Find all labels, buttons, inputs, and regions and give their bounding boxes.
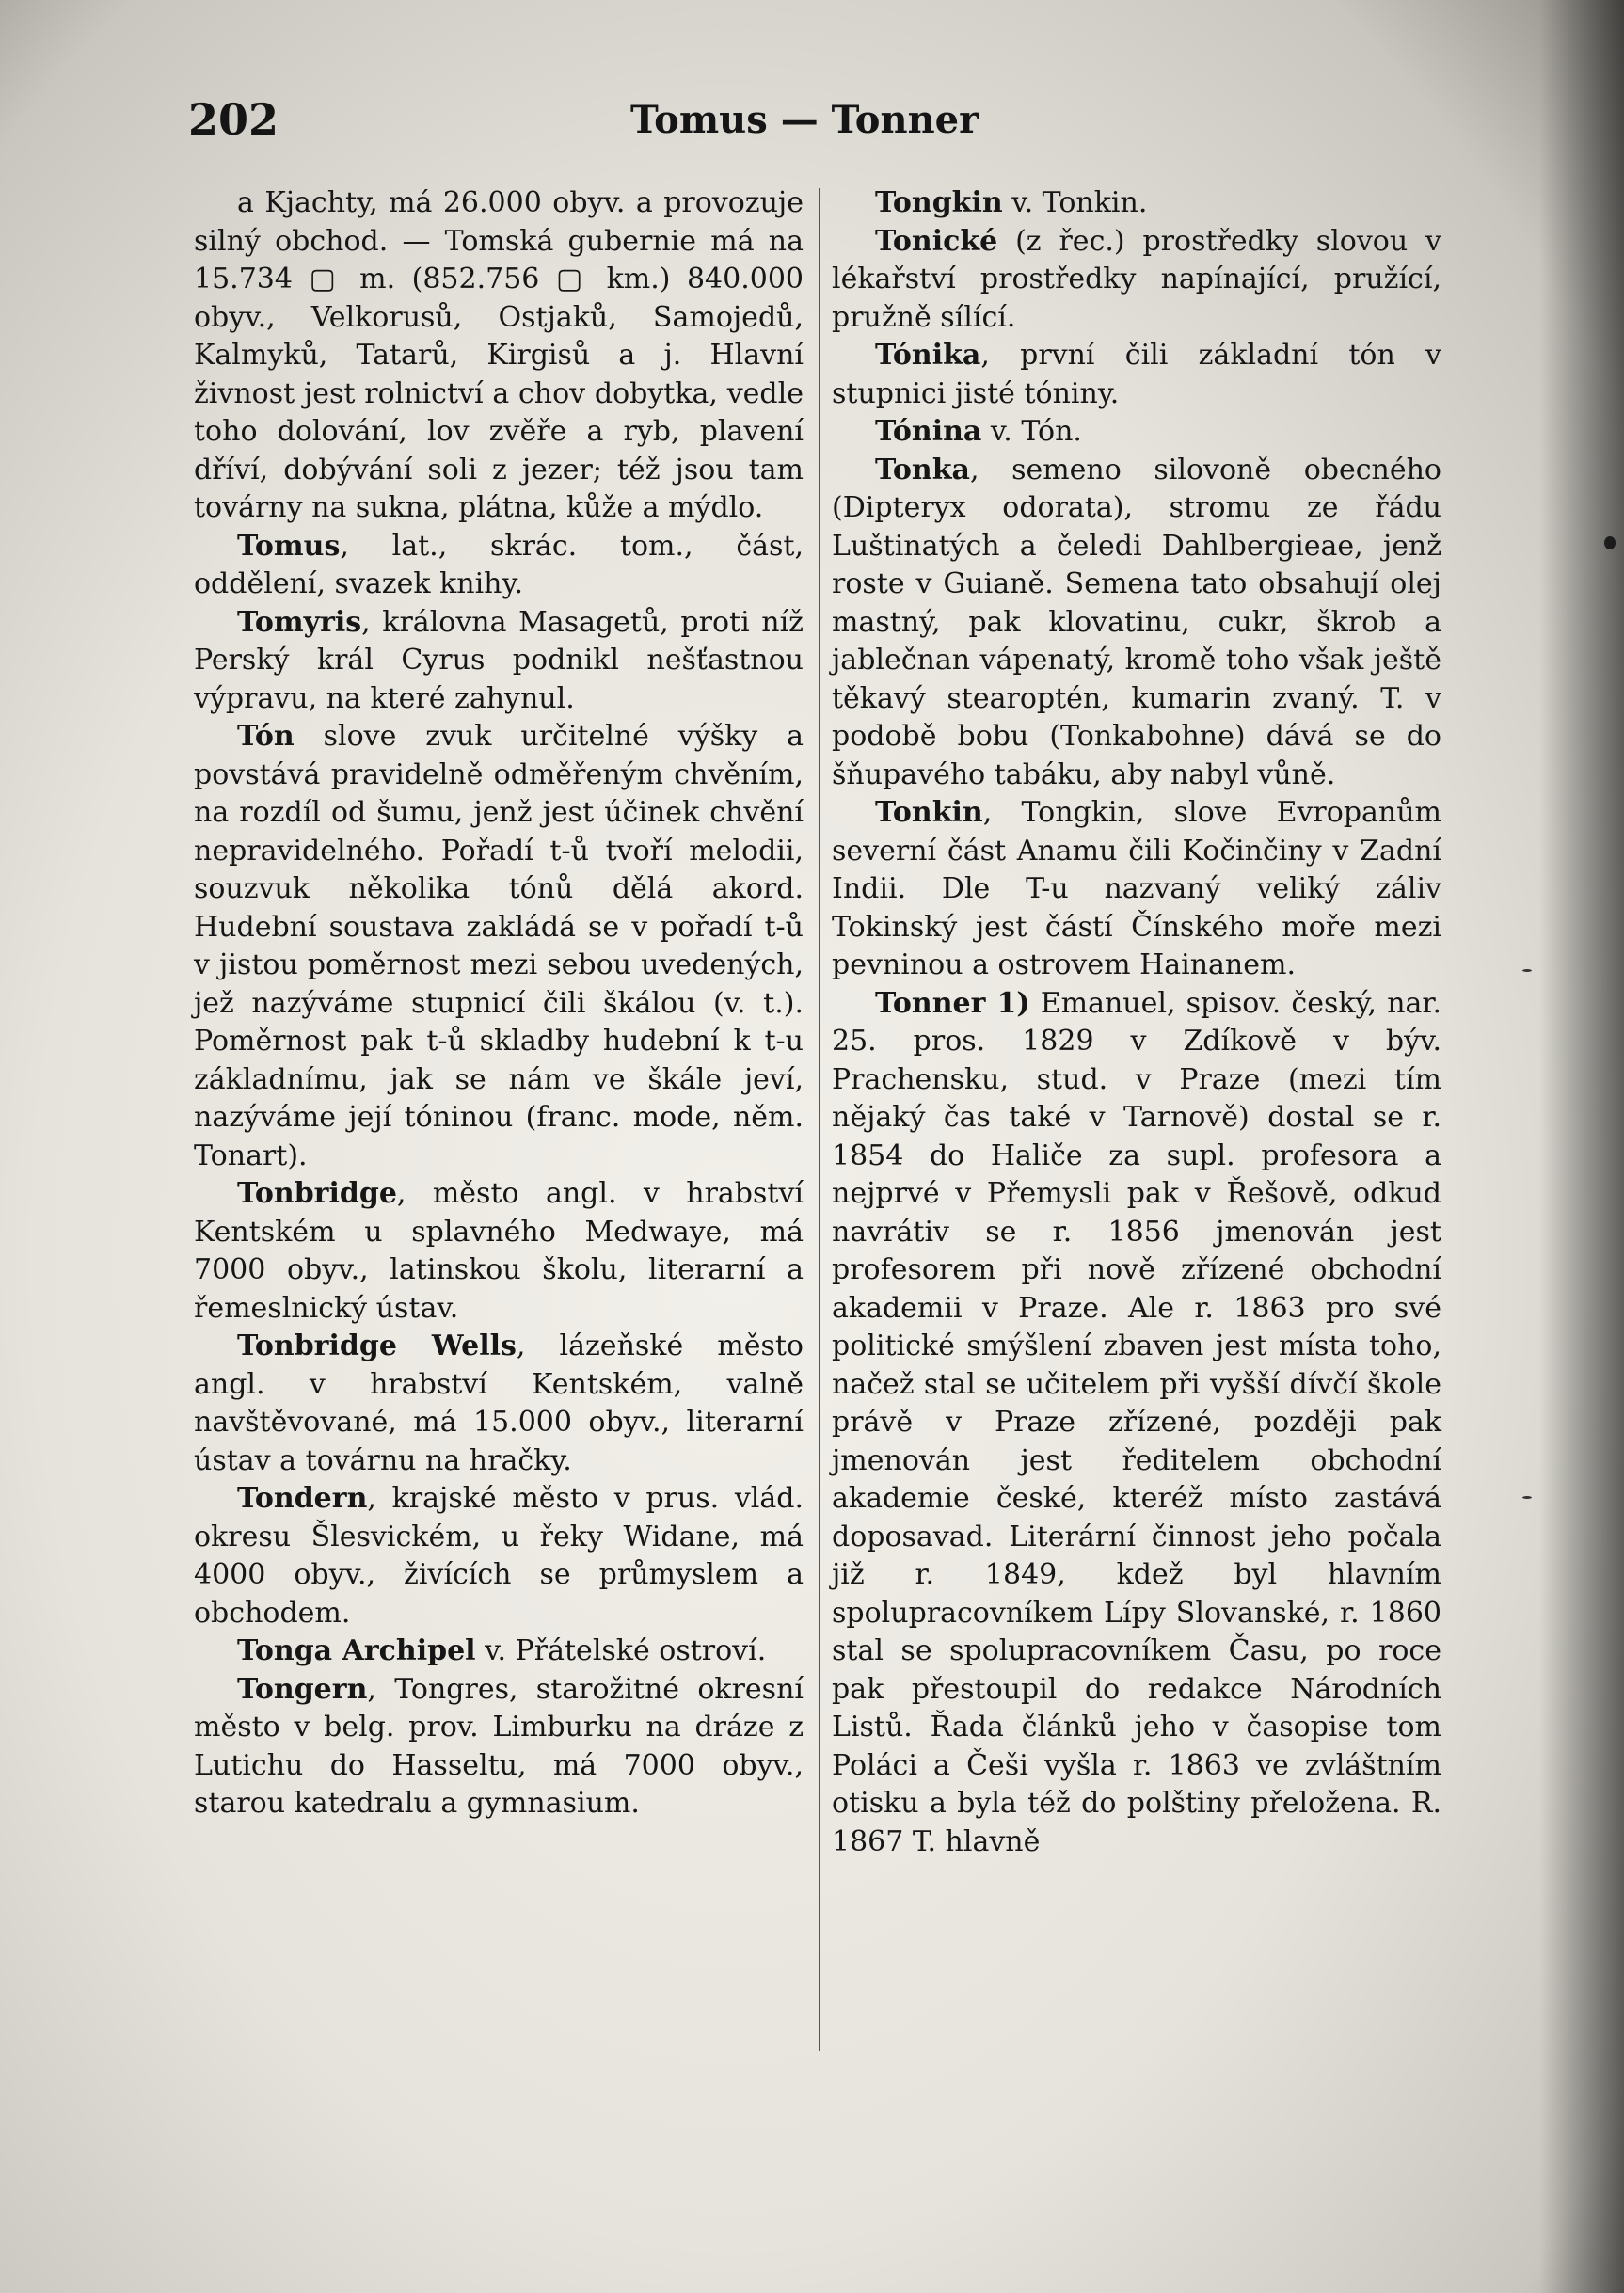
entry-tondern: Tondern, krajské město v prus. vlád. okresu Šlesvickém, u řeky Widane, má 4000 obyv., živících se průmyslem a obchodem. <box>194 1482 804 1630</box>
entry-tomsk-continued: a Kjachty, má 26.000 obyv. a provozuje silný obchod. — Tomská gubernie má na 15.734 ▢ m. (852.756 ▢ km.) 840.000 obyv., Velkorusů, Ostjaků, Samojedů, Kalmyků, Tatarů, Kirgisů a j. Hlavní živnost jest rolnictví a chov dobytka, vedle toho dolování, lov zvěře a ryb, plavení dříví, dobývání soli z jezer; též jsou tam továrny na sukna, plátna, kůže a mýdlo. <box>194 186 804 524</box>
entry-tonkin: Tonkin, Tongkin, slove Evropanům severní část Anamu čili Kočinčiny v Zadní Indii. Dle T-u nazvaný veliký záliv Tokinský jest částí Čínského moře mezi pevninou a ostrovem Hainanem. <box>832 796 1441 981</box>
entry-tongern: Tongern, Tongres, starožitné okresní město v belg. prov. Limburku na dráze z Lutichu do Hasseltu, má 7000 obyv., starou katedralu a gymnasium. <box>194 1672 804 1820</box>
entry-tomus: Tomus, lat., skrác. tom., část, oddělení, svazek knihy. <box>194 529 804 600</box>
page-number: 202 <box>188 94 279 145</box>
entry-tongkin: Tongkin v. Tonkin. <box>875 186 1148 219</box>
entry-tomyris: Tomyris, královna Masagetů, proti níž Perský král Cyrus podnikl nešťastnou výpravu, na které zahynul. <box>194 605 804 715</box>
entry-tonbridge: Tonbridge, město angl. v hrabství Kentském u splavného Medwaye, má 7000 obyv., latinskou školu, literarní a řemeslnický ústav. <box>194 1177 804 1325</box>
entry-tonbridge-wells: Tonbridge Wells, lázeňské město angl. v hrabství Kentském, valně navštěvované, má 15.000 obyv., literarní ústav a továrnu na hračky. <box>194 1330 804 1477</box>
entry-tonga-archipel: Tonga Archipel v. Přátelské ostroví. <box>237 1634 767 1667</box>
scan-speck <box>1604 536 1616 549</box>
entry-tonina: Tónina v. Tón. <box>875 415 1082 448</box>
left-column <box>194 184 804 1823</box>
entry-tonka: Tonka, semeno silovoně obecného (Dipteryx odorata), stromu ze řádu Luštinatých a čeledi Dahlbergieae, jenž roste v Guianě. Semena tato obsahují olej mastný, pak klovatinu, cukr, škrob a jablečnan vápenatý, kromě toho však ještě těkavý stearoptén, kumarin zvaný. T. v podobě bobu (Tonkabohne) dává se do šňupavého tabáku, aby nabyl vůně. <box>832 453 1441 791</box>
running-head: Tomus — Tonner <box>630 98 979 142</box>
scan-speck <box>1522 1496 1532 1499</box>
column-divider <box>819 188 820 2051</box>
entry-tonika: Tónika, první čili základní tón v stupnici jisté tóniny. <box>832 339 1441 410</box>
scan-speck <box>1522 969 1532 972</box>
right-column <box>832 184 1441 1861</box>
entry-ton: Tón slove zvuk určitelné výšky a povstává pravidelně odměřeným chvěním, na rozdíl od šumu, jenž jest účinek chvění nepravidelného. Pořadí t-ů tvoří melodii, souzvuk několika tónů dělá akord. Hudební soustava zakládá se v pořadí t-ů v jistou poměrnost mezi sebou uvedených, jež nazýváme stupnicí čili škálou (v. t.). Poměrnost pak t-ů skladby hudební k t-u základnímu, jak se nám ve škále jeví, nazýváme její tóninou (franc. mode, něm. Tonart). <box>194 720 804 1172</box>
entry-tonicke: Tonické (z řec.) prostředky slovou v lékařství prostředky napínající, pružící, pružně sílící. <box>832 224 1441 334</box>
entry-tonner: Tonner 1) Emanuel, spisov. český, nar. 25. pros. 1829 v Zdíkově v býv. Prachensku, stud. v Praze (mezi tím nějaký čas také v Tarnově) dostal se r. 1854 do Haliče za supl. profesora a nejprvé v Přemysli pak v Řešově, odkud navrátiv se r. 1856 jmenován jest profesorem při nově zřízené obchodní akademii v Praze. Ale r. 1863 pro své politické smýšlení zbaven jest místa toho, načež stal se učitelem při vyšší dívčí škole právě v Praze zřízené, později pak jmenován jest ředitelem obchodní akademie české, kteréž místo zastává doposavad. Literární činnost jeho počala již r. 1849, kdež byl hlavním spolupracovníkem Lípy Slovanské, r. 1860 stal se spolupracovníkem Času, po roce pak přestoupil do redakce Národních Listů. Řada článků jeho v časopise tom Poláci a Češi vyšla r. 1863 ve zvláštním otisku a byla též do polštiny přeložena. R. 1867 T. hlavně <box>832 986 1441 1858</box>
page-header <box>188 94 1035 151</box>
